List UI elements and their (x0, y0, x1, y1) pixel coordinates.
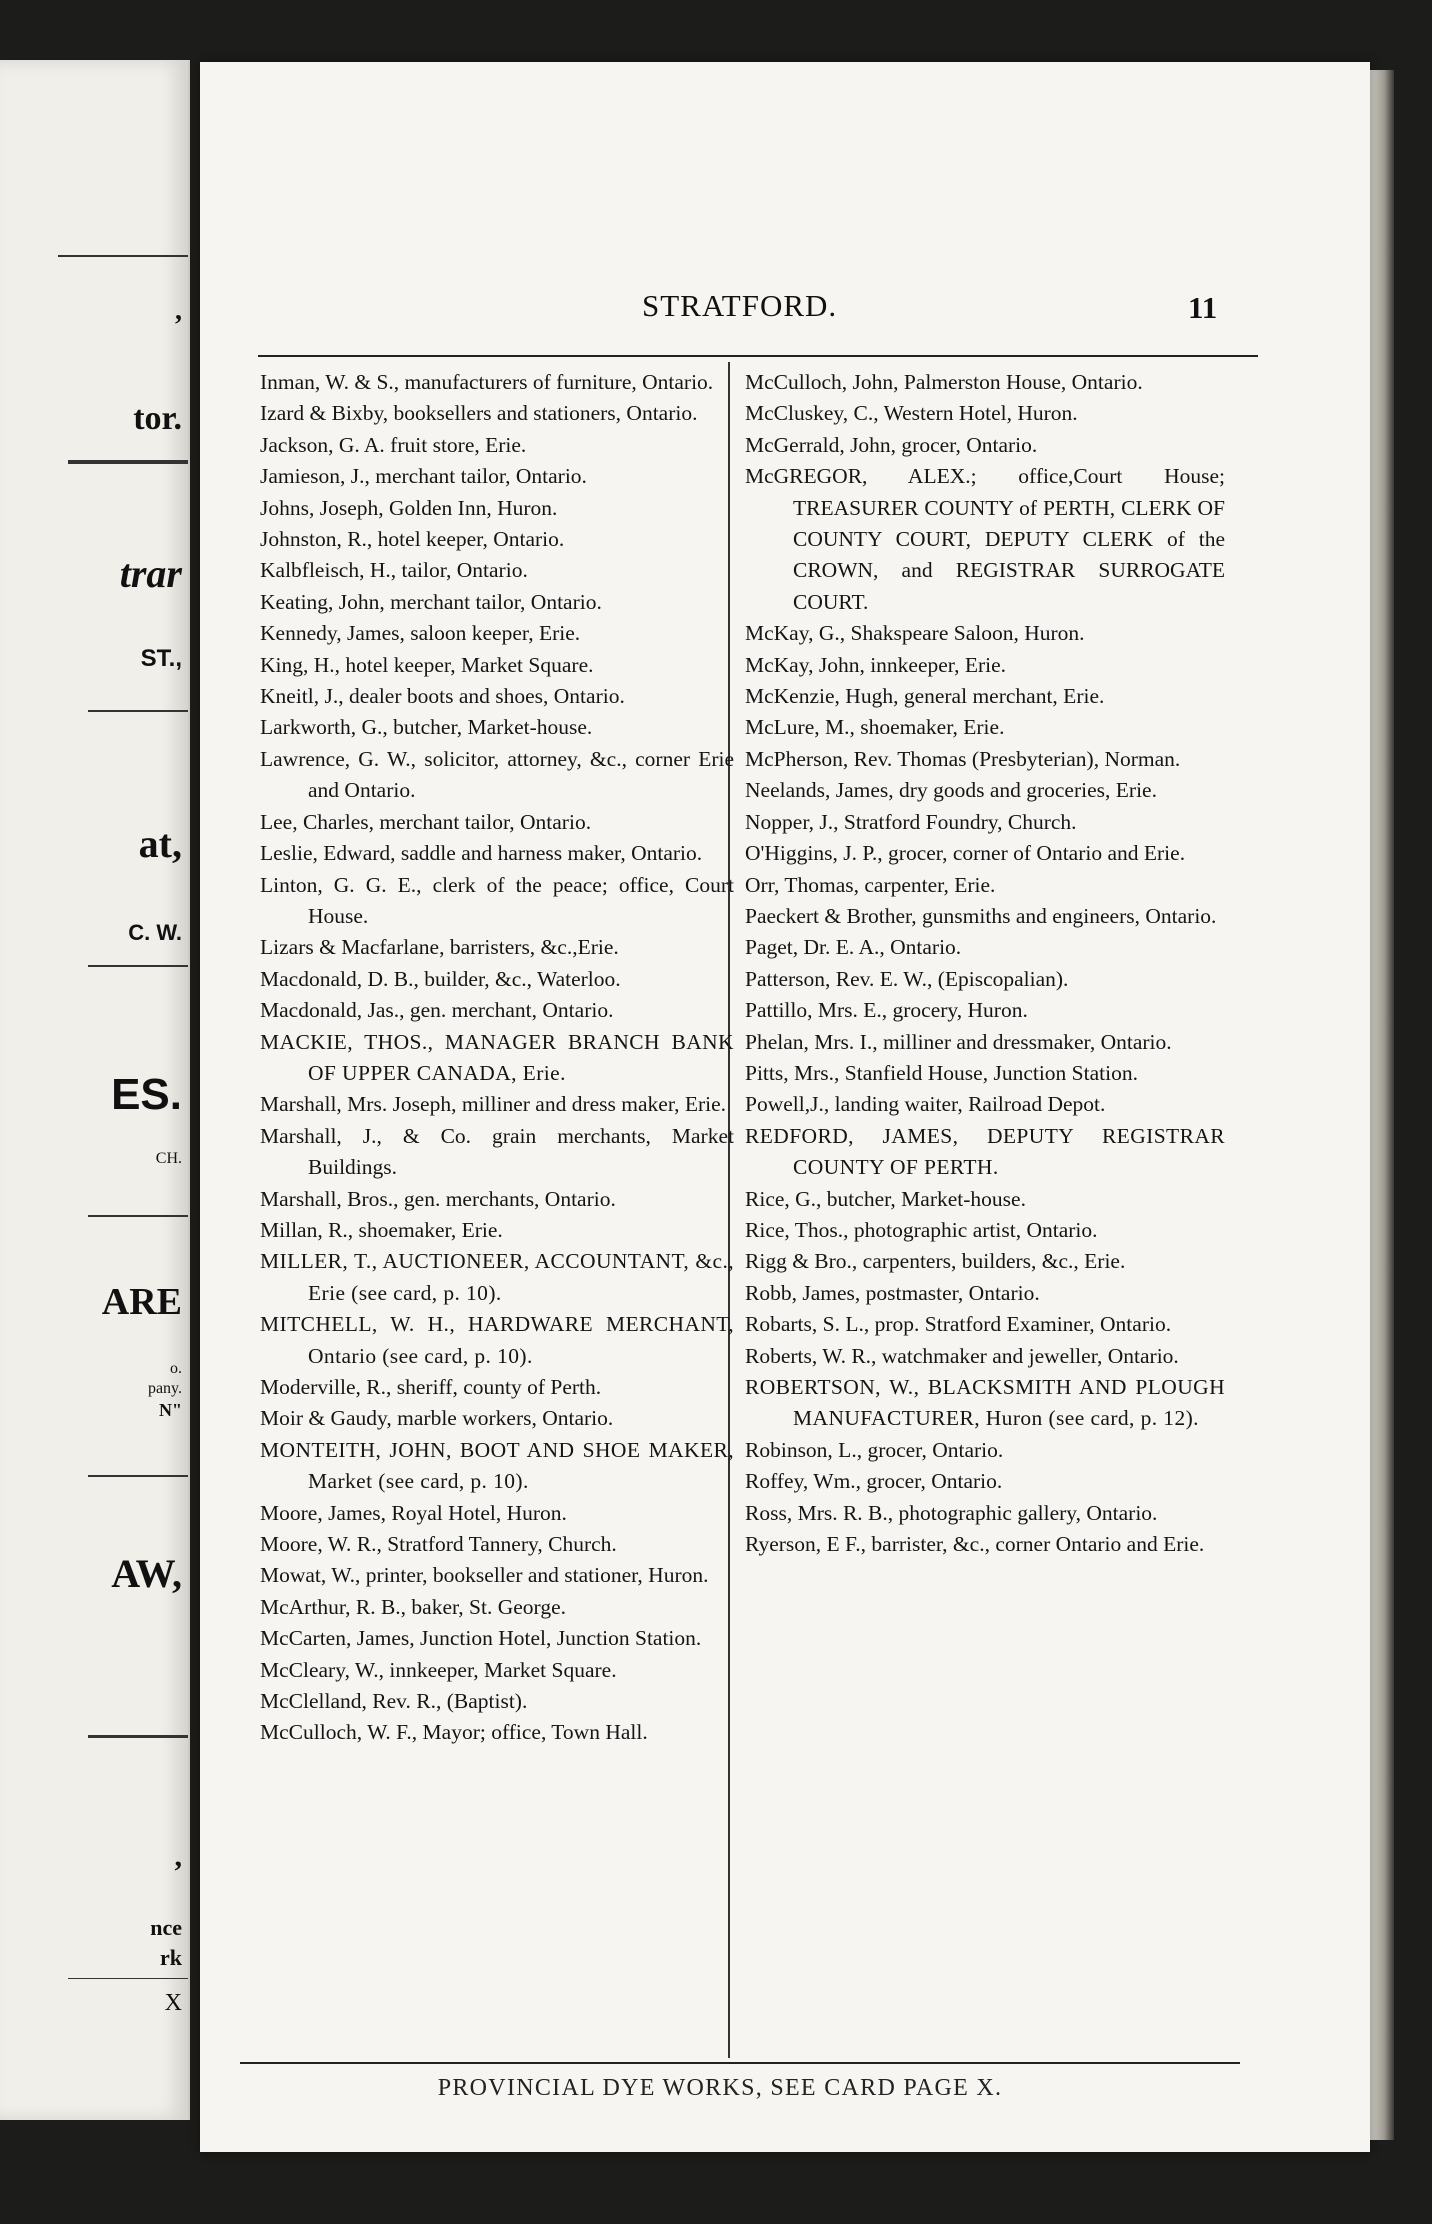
directory-entry: McCarten, James, Junction Hotel, Junction Station. (260, 1626, 702, 1651)
previous-page-fragment: , (174, 1840, 182, 1873)
directory-entry: MONTEITH, JOHN, BOOT AND SHOE MAKER, Market (see card, p. 10). (260, 1437, 734, 1494)
directory-entry: Rice, G., butcher, Market-house. (745, 1186, 1026, 1211)
directory-entry: Marshall, J., & Co. grain merchants, Market Buildings. (260, 1123, 734, 1180)
directory-entry: Paeckert & Brother, gunsmiths and engineers, Ontario. (745, 903, 1217, 928)
previous-page-fragment: ES. (111, 1070, 182, 1119)
directory-entry: Roffey, Wm., grocer, Ontario. (745, 1469, 1003, 1494)
directory-entry: Neelands, James, dry goods and groceries, Erie. (745, 778, 1157, 803)
directory-entry: Ryerson, E F., barrister, &c., corner Ontario and Erie. (745, 1532, 1205, 1557)
previous-page-fragment: C. W. (128, 920, 182, 945)
previous-page-rule (88, 1735, 188, 1738)
book-page-edge (1370, 70, 1394, 2140)
page-title: STRATFORD. (642, 288, 838, 323)
directory-entry: Inman, W. & S., manufacturers of furniture, Ontario. (260, 370, 714, 394)
previous-page-fragment: rk (160, 1945, 182, 1970)
directory-entry: Lizars & Macfarlane, barristers, &c.,Erie. (260, 935, 619, 960)
directory-entry: Moderville, R., sheriff, county of Perth. (260, 1375, 602, 1399)
header-rule (258, 355, 1258, 357)
directory-entry: McCleary, W., innkeeper, Market Square. (260, 1657, 617, 1682)
directory-entry: McKenzie, Hugh, general merchant, Erie. (745, 684, 1105, 709)
directory-entry: McGREGOR, ALEX.; office,Court House; TREASURER COUNTY of PERTH, CLERK OF COUNTY COURT, DEPUTY CLERK of the CROWN, and REGISTRAR SURROGATE COURT. (745, 464, 1225, 614)
directory-entry: McPherson, Rev. Thomas (Presbyterian), Norman. (745, 746, 1181, 771)
previous-page-fragment: N" (159, 1400, 182, 1420)
directory-entry: McKay, John, innkeeper, Erie. (745, 652, 1007, 677)
footer-notice: PROVINCIAL DYE WORKS, SEE CARD PAGE X. (437, 2075, 1003, 2101)
directory-entry: Moir & Gaudy, marble workers, Ontario. (260, 1406, 614, 1431)
directory-entry: ROBERTSON, W., BLACKSMITH AND PLOUGH MANUFACTURER, Huron (see card, p. 12). (745, 1375, 1225, 1431)
directory-entry: Macdonald, D. B., builder, &c., Waterloo. (260, 966, 621, 991)
directory-entry: MILLER, T., AUCTIONEER, ACCOUNTANT, &c., Erie (see card, p. 10). (260, 1249, 734, 1305)
previous-page-fragment: nce (150, 1915, 182, 1940)
directory-entry: REDFORD, JAMES, DEPUTY REGISTRAR COUNTY OF PERTH. (745, 1123, 1225, 1180)
previous-page-fragment: pany. (147, 1380, 182, 1397)
previous-page-edge (0, 60, 190, 2120)
directory-entry: McCulloch, John, Palmerston House, Ontario. (745, 370, 1143, 394)
directory-entry: McLure, M., shoemaker, Erie. (745, 715, 1005, 740)
previous-page-rule (88, 710, 188, 712)
directory-entry: Keating, John, merchant tailor, Ontario. (260, 589, 602, 614)
directory-entry: McArthur, R. B., baker, St. George. (260, 1594, 566, 1619)
directory-entry: Marshall, Mrs. Joseph, milliner and dress maker, Erie. (260, 1092, 727, 1117)
directory-entry: McClelland, Rev. R., (Baptist). (260, 1689, 528, 1714)
directory-entry: MITCHELL, W. H., HARDWARE MERCHANT, Ontario (see card, p. 10). (260, 1312, 734, 1368)
directory-entry: McCluskey, C., Western Hotel, Huron. (745, 401, 1078, 426)
directory-entry: Phelan, Mrs. I., milliner and dressmaker, Ontario. (745, 1029, 1172, 1054)
directory-entry: McGerrald, John, grocer, Ontario. (745, 432, 1038, 457)
previous-page-fragment: tor. (133, 400, 182, 437)
directory-entry: McKay, G., Shakspeare Saloon, Huron. (745, 621, 1085, 646)
directory-entry: MACKIE, THOS., MANAGER BRANCH BANK OF UPPER CANADA, Erie. (260, 1029, 734, 1085)
previous-page-rule (68, 1978, 188, 1979)
previous-page-fragment: ST., (140, 645, 182, 672)
directory-entry: Lee, Charles, merchant tailor, Ontario. (260, 809, 592, 834)
previous-page-fragment: trar (119, 551, 182, 596)
directory-entry: Robarts, S. L., prop. Stratford Examiner, Ontario. (745, 1312, 1172, 1337)
previous-page-fragment: , (175, 295, 182, 326)
directory-page (200, 62, 1370, 2152)
directory-entry: Izard & Bixby, booksellers and stationers, Ontario. (260, 401, 698, 426)
directory-entry: Moore, W. R., Stratford Tannery, Church. (260, 1532, 617, 1557)
directory-entry: Kennedy, James, saloon keeper, Erie. (260, 621, 581, 646)
previous-page-rule (88, 965, 188, 967)
right-column (745, 367, 1225, 2057)
directory-entry: Robb, James, postmaster, Ontario. (745, 1280, 1040, 1305)
directory-entry: Ross, Mrs. R. B., photographic gallery, Ontario. (745, 1500, 1158, 1525)
directory-entry: Kneitl, J., dealer boots and shoes, Ontario. (260, 684, 625, 709)
directory-entry: Kalbfleisch, H., tailor, Ontario. (260, 558, 528, 583)
previous-page-fragment: CH. (155, 1150, 182, 1167)
directory-entry: Rigg & Bro., carpenters, builders, &c., Erie. (745, 1249, 1126, 1274)
directory-entry: Macdonald, Jas., gen. merchant, Ontario. (260, 998, 614, 1023)
directory-entry: Larkworth, G., butcher, Market-house. (260, 715, 593, 740)
directory-entry: Jamieson, J., merchant tailor, Ontario. (260, 464, 587, 489)
directory-entry: Powell,J., landing waiter, Railroad Depot. (745, 1092, 1106, 1117)
directory-entry: Marshall, Bros., gen. merchants, Ontario. (260, 1186, 616, 1211)
directory-entry: Nopper, J., Stratford Foundry, Church. (745, 809, 1077, 834)
directory-entry: Patterson, Rev. E. W., (Episcopalian). (745, 966, 1069, 991)
directory-entry: O'Higgins, J. P., grocer, corner of Ontario and Erie. (745, 841, 1186, 866)
directory-entry: Roberts, W. R., watchmaker and jeweller, Ontario. (745, 1343, 1179, 1368)
directory-entry: Robinson, L., grocer, Ontario. (745, 1437, 1004, 1462)
left-column (260, 367, 734, 2057)
running-header (200, 288, 1370, 328)
directory-entry: Linton, G. G. E., clerk of the peace; office, Court House. (260, 872, 734, 928)
footer-rule (240, 2062, 1240, 2064)
directory-entry: Johnston, R., hotel keeper, Ontario. (260, 527, 565, 552)
directory-entry: Rice, Thos., photographic artist, Ontario. (745, 1217, 1098, 1242)
previous-page-fragment: ARE (101, 1281, 182, 1323)
previous-page-fragment: X (164, 1990, 182, 2016)
directory-entry: Orr, Thomas, carpenter, Erie. (745, 872, 996, 897)
directory-entry: Leslie, Edward, saddle and harness maker, Ontario. (260, 841, 703, 866)
directory-entry: Millan, R., shoemaker, Erie. (260, 1217, 503, 1242)
page-number: 11 (1188, 290, 1218, 325)
directory-entry: Moore, James, Royal Hotel, Huron. (260, 1500, 567, 1525)
directory-entry: Mowat, W., printer, bookseller and stationer, Huron. (260, 1563, 709, 1588)
directory-entry: Johns, Joseph, Golden Inn, Huron. (260, 495, 558, 520)
directory-entry: King, H., hotel keeper, Market Square. (260, 652, 594, 677)
previous-page-fragment: at, (138, 821, 182, 866)
directory-entry: Jackson, G. A. fruit store, Erie. (260, 432, 527, 457)
directory-entry: McCulloch, W. F., Mayor; office, Town Hall. (260, 1720, 648, 1745)
previous-page-rule (58, 255, 188, 257)
previous-page-rule (68, 460, 188, 464)
previous-page-rule (88, 1475, 188, 1477)
previous-page-fragment: o. (170, 1360, 182, 1377)
directory-entry: Pitts, Mrs., Stanfield House, Junction Station. (745, 1060, 1138, 1085)
directory-entry: Pattillo, Mrs. E., grocery, Huron. (745, 998, 1028, 1023)
previous-page-rule (88, 1215, 188, 1217)
previous-page-fragment: AW, (111, 1551, 182, 1596)
directory-entry: Lawrence, G. W., solicitor, attorney, &c., corner Erie and Ontario. (260, 746, 734, 803)
directory-entry: Paget, Dr. E. A., Ontario. (745, 935, 962, 960)
